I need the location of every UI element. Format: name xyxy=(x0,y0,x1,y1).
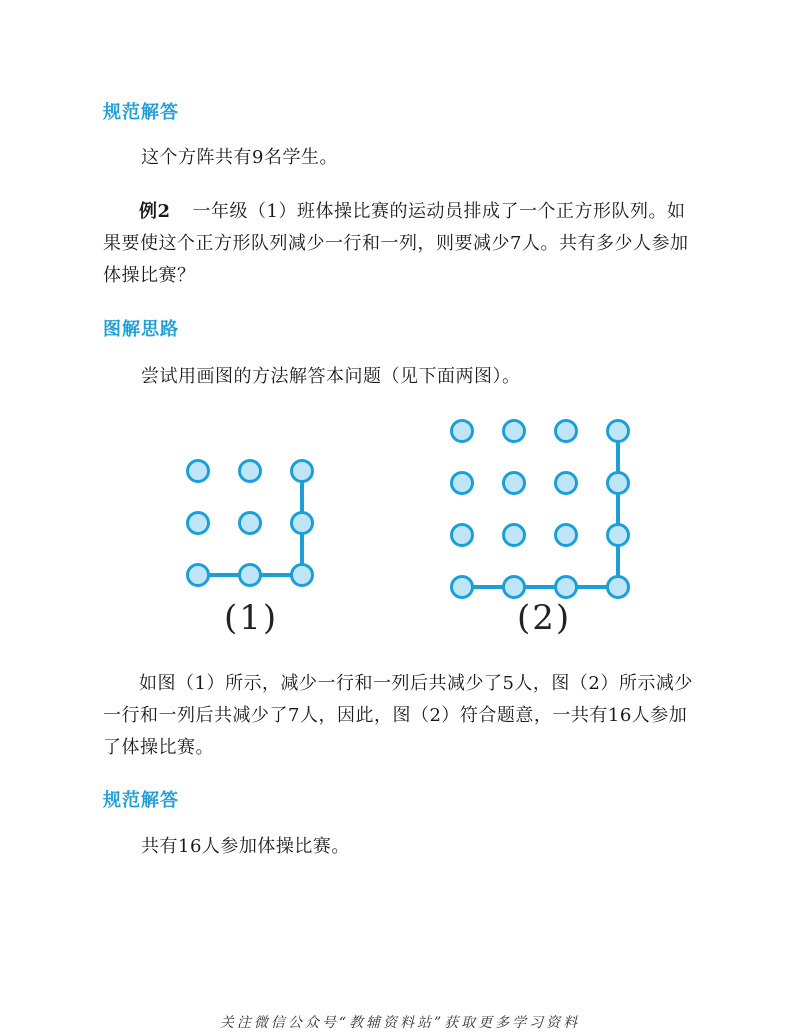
figure-2-dot-grid xyxy=(446,415,636,600)
student-dot xyxy=(240,513,261,534)
student-dot xyxy=(556,421,577,442)
student-dot xyxy=(452,421,473,442)
student-dot xyxy=(292,461,313,482)
section-heading-answer-2: 规范解答 xyxy=(103,790,179,811)
student-dot xyxy=(188,513,209,534)
student-dot xyxy=(504,525,525,546)
student-dot xyxy=(608,577,629,598)
section-heading-answer-1: 规范解答 xyxy=(103,102,179,123)
fig1-dots xyxy=(188,461,313,586)
diagram-intro-text: 尝试用画图的方法解答本问题（见下面两图）。 xyxy=(141,366,521,387)
answer-text-1: 这个方阵共有9名学生。 xyxy=(141,147,338,168)
answer-text-2: 共有16人参加体操比赛。 xyxy=(141,836,350,857)
student-dot xyxy=(504,473,525,494)
student-dot xyxy=(240,461,261,482)
student-dot xyxy=(292,513,313,534)
student-dot xyxy=(504,421,525,442)
student-dot xyxy=(452,577,473,598)
student-dot xyxy=(608,525,629,546)
student-dot xyxy=(188,461,209,482)
figure-2-label: (2) xyxy=(517,598,572,638)
student-dot xyxy=(452,473,473,494)
explanation-text: 如图（1）所示，减少一行和一列后共减少了5人，图（2）所示减少一行和一列后共减少了7人，因此，图（2）符合题意，一共有16人参加了体操比赛。 xyxy=(103,673,693,758)
student-dot xyxy=(556,473,577,494)
explanation-paragraph xyxy=(103,668,703,764)
example-2-paragraph xyxy=(103,196,703,292)
student-dot xyxy=(608,473,629,494)
student-dot xyxy=(556,525,577,546)
student-dot xyxy=(452,525,473,546)
student-dot xyxy=(188,565,209,586)
footer-note: 关注微信公众号“教辅资料站”获取更多学习资料 xyxy=(219,1015,581,1031)
student-dot xyxy=(292,565,313,586)
fig2-dots xyxy=(452,421,629,598)
figure-1-label: (1) xyxy=(224,598,279,638)
student-dot xyxy=(240,565,261,586)
fig2-lines xyxy=(462,431,618,587)
figure-1-dot-grid xyxy=(182,455,322,590)
student-dot xyxy=(504,577,525,598)
section-heading-diagram-idea: 图解思路 xyxy=(103,319,179,340)
student-dot xyxy=(556,577,577,598)
example-label: 例2 xyxy=(139,201,171,222)
student-dot xyxy=(608,421,629,442)
example-text: 一年级（1）班体操比赛的运动员排成了一个正方形队列。如果要使这个正方形队列减少一行和一列，则要减少7人。共有多少人参加体操比赛？ xyxy=(103,201,689,286)
